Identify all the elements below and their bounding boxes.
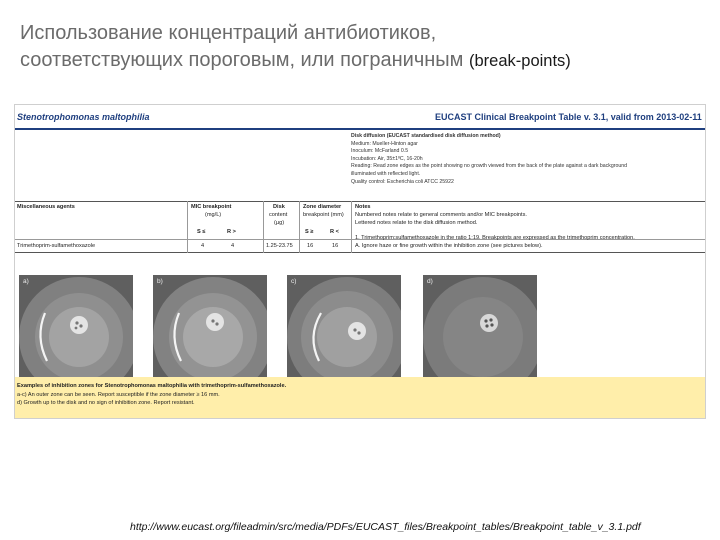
breakpoint-table-image (14, 104, 706, 419)
inhibition-photo-d (423, 275, 537, 385)
row-disk: 1.25-23.75 (266, 243, 293, 249)
header-disk: Disk (273, 204, 285, 210)
caption-box (15, 377, 705, 418)
row-mic-r: 4 (231, 243, 235, 249)
method-line: Medium: Mueller-Hinton agar (351, 140, 418, 147)
method-line: Inoculum: McFarland 0.5 (351, 148, 409, 155)
row-agent: Trimethoprim-sulfamethoxazole (17, 243, 96, 249)
method-line: illuminated with reflected light. (351, 170, 421, 177)
table-divider (263, 201, 264, 253)
table-rule (15, 252, 705, 253)
header-agents: Miscellaneous agents (17, 204, 75, 210)
photo-band (15, 267, 705, 383)
row-mic-s: 4 (201, 243, 205, 249)
method-block (351, 133, 701, 186)
header-zone-2: breakpoint (mm) (303, 212, 344, 218)
header-rule (15, 128, 705, 130)
inhibition-photo-b (153, 275, 267, 385)
table-rule (15, 201, 705, 202)
row-note-2: A. Ignore haze or fine growth within the inhibition zone (see pictures below). (355, 243, 543, 249)
organism-name: Stenotrophomonas maltophilia (17, 112, 150, 122)
slide-title-line-1: Использование концентраций антибиотиков, (20, 22, 437, 44)
photo-label: a) (23, 278, 29, 285)
header-zone: Zone diameter (303, 204, 342, 210)
row-note-1: 1. Trimethoprim:sulfamethoxazole in the ratio 1:19. Breakpoints are expressed as the trimethoprim concentration. (355, 235, 635, 241)
doc-header (15, 105, 705, 127)
table-divider (187, 201, 188, 253)
caption-title: Examples of inhibition zones for Stenotrophomonas maltophilia with trimethoprim-sulfamethoxazole. (17, 383, 287, 389)
row-zone-r: 16 (332, 243, 339, 249)
breakpoint-table (15, 201, 705, 253)
slide-title (20, 20, 710, 75)
inhibition-photo-c (287, 275, 401, 385)
zone-r-label: R < (330, 229, 339, 235)
eucast-title: EUCAST Clinical Breakpoint Table v. 3.1, valid from 2013-02-11 (435, 112, 702, 122)
photo-label: c) (291, 278, 297, 285)
method-line: Reading: Read zone edges as the point showing no growth viewed from the back of the plate against a dark background (351, 163, 627, 170)
method-line: Disk diffusion (EUCAST standardised disk diffusion method) (351, 133, 501, 139)
header-notes: Notes (355, 204, 371, 210)
slide-title-line-2-ru: соответствующих пороговым, или пограничным (20, 49, 464, 71)
method-line: Quality control: Escherichia coli ATCC 25922 (351, 178, 454, 185)
table-divider (299, 201, 300, 253)
header-disk-3: (µg) (274, 220, 285, 226)
header-mic: MIC breakpoint (191, 204, 232, 210)
petri-dish-image (287, 275, 401, 385)
slide-title-line-2 (20, 47, 710, 75)
header-notes-2: Lettered notes relate to the disk diffusion method. (355, 220, 478, 226)
row-zone-s: 16 (307, 243, 314, 249)
zone-s-label: S ≥ (305, 229, 314, 235)
photo-label: b) (157, 278, 163, 285)
header-disk-2: content (269, 212, 288, 218)
mic-r-label: R > (227, 229, 236, 235)
header-notes-1: Numbered notes relate to general comments and/or MIC breakpoints. (355, 212, 527, 218)
mic-s-label: S ≤ (197, 229, 206, 235)
source-url: http://www.eucast.org/fileadmin/src/media/PDFs/EUCAST_files/Breakpoint_tables/Breakpoint_table_v_3.1.pdf (130, 521, 641, 533)
petri-dish-image (423, 275, 537, 385)
petri-dish-image (153, 275, 267, 385)
header-mic-unit: (mg/L) (205, 212, 222, 218)
method-line: Incubation: Air, 35±1ºC, 16-20h (351, 155, 423, 162)
inhibition-photo-a (19, 275, 133, 385)
caption-line-2: d) Growth up to the disk and no sign of inhibition zone. Report resistant. (17, 400, 195, 406)
table-divider (351, 201, 352, 253)
photo-label: d) (427, 278, 433, 285)
petri-dish-image (19, 275, 133, 385)
caption-line-1: a-c) An outer zone can be seen. Report susceptible if the zone diameter ≥ 16 mm. (17, 392, 220, 398)
slide-title-en: (break-points) (469, 52, 571, 70)
